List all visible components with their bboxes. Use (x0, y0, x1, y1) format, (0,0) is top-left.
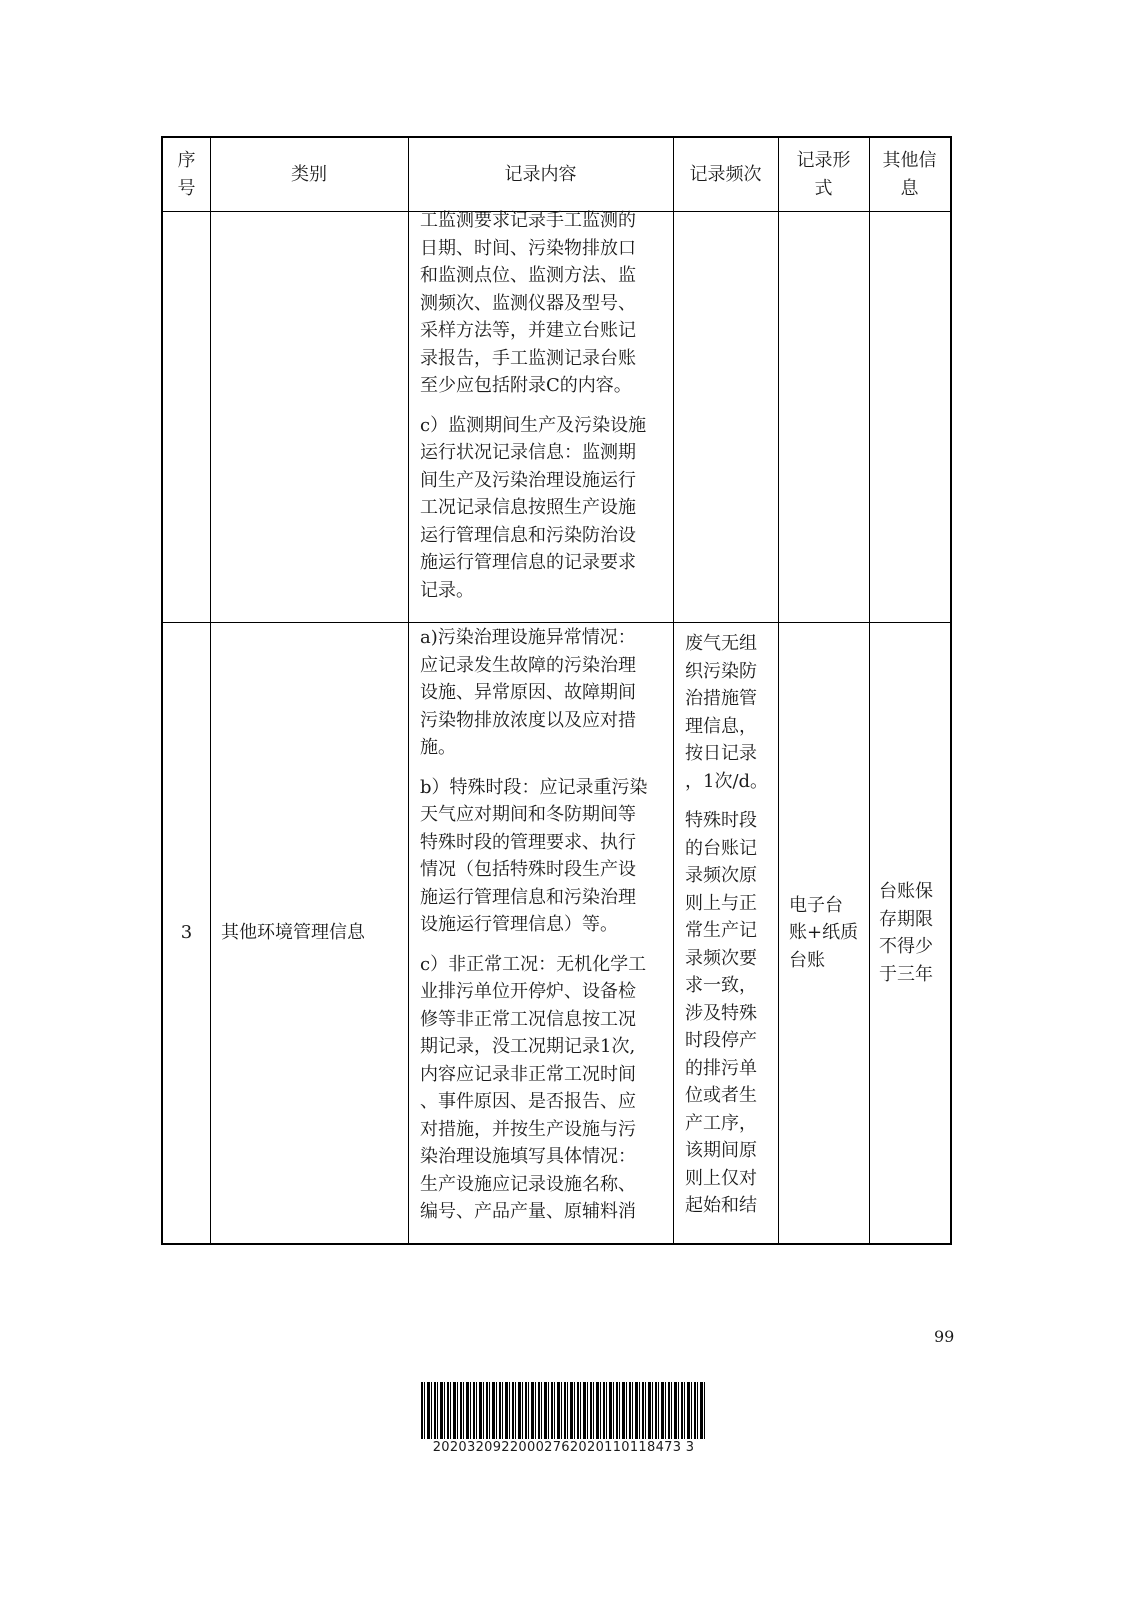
content-paragraph: b）特殊时段：应记录重污染 天气应对期间和冬防期间等 特殊时段的管理要求、执行 情况（包括特殊时段生产设 施运行管理信息和污染治理 设施运行管理信息）等。 (420, 776, 648, 935)
row-3-content-cell (420, 624, 672, 1242)
content-paragraph: c）监测期间生产及污染设施 运行状况记录信息：监测期 间生产及污染治理设施运行 工况记录信息按照生产设施 运行管理信息和污染防治设 施运行管理信息的记录要求 记录。 (420, 414, 647, 601)
barcode-number: 20203209220002762020110118473 3 (432, 1440, 695, 1455)
frequency-paragraph: 特殊时段 的台账记 录频次原 则上与正 常生产记 录频次要 求一致， 涉及特殊 时段停产 的排污单 位或者生 产工序， 该期间原 则上仅对 起始和结 (685, 810, 757, 1216)
column-divider (408, 138, 409, 1243)
header-form: 记录形 式 (796, 150, 851, 199)
content-paragraph: 工监测要求记录手工监测的 日期、时间、污染物排放口 和监测点位、监测方法、监 测频次、监测仪器及型号、 采样方法等，并建立台账记 录报告，手工监测记录台账 至少应包括附录C的内容。 (420, 210, 636, 396)
page-number: 99 (934, 1327, 955, 1346)
content-paragraph: c）非正常工况：无机化学工 业排污单位开停炉、设备检 修等非正常工况信息按工况 期记录，没工况期记录1次, 内容应记录非正常工况时间 、事件原因、是否报告、应 对措施，并按生产设施与污 染治理设施填写具体情况： 生产设施应记录设施名称、 编号、产品产量、原辅料消 (420, 953, 647, 1222)
column-divider (673, 138, 674, 1243)
record-table (161, 136, 952, 1245)
header-content: 记录内容 (504, 164, 577, 185)
column-divider (210, 138, 211, 1243)
row-3-form-cell: 电子台 账+纸质 台账 (789, 894, 859, 971)
continued-content-cell (420, 207, 672, 619)
header-frequency: 记录频次 (689, 164, 762, 185)
barcode (421, 1382, 706, 1439)
header-other: 其他信 息 (882, 150, 937, 199)
row-number: 3 (180, 922, 193, 944)
frequency-paragraph: 废气无组 织污染防 治措施管 理信息， 按日记录 ，1次/d。 (685, 633, 769, 792)
header-category: 类别 (291, 164, 327, 185)
header-number: 序 号 (177, 150, 196, 199)
content-paragraph: a)污染治理设施异常情况： 应记录发生故障的污染治理 设施、异常原因、故障期间 污染物排放浓度以及应对措 施。 (420, 627, 636, 758)
column-divider (778, 138, 779, 1243)
column-divider (869, 138, 870, 1243)
row-category: 其他环境管理信息 (221, 922, 365, 944)
row-3-other-cell: 台账保 存期限 不得少 于三年 (879, 881, 933, 985)
row-3-frequency-cell (685, 630, 777, 1242)
